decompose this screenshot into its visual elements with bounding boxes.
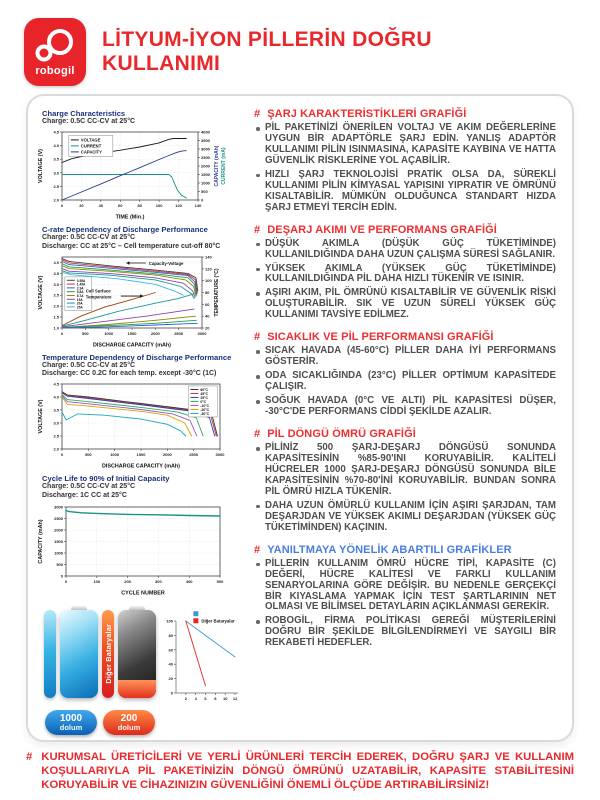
svg-text:2500: 2500 xyxy=(201,155,210,161)
svg-text:0°C: 0°C xyxy=(200,400,207,405)
section-charge-characteristics xyxy=(254,108,556,214)
footer-text: KURUMSAL ÜRETİCİLERİ VE YERLİ ÜRÜNLERİ TERCİH EDEREK, DOĞRU ŞARJ VE KULLANIM KOŞULLARIYLA PİL PAKETİNİZİN DÖNGÜ ÖMRÜNÜ UZATABİLİR, KAPASİTE STABİLİTESİNİ KORUYABİLİR VE CİHAZINIZIN GÜVENLİĞİNİ ÖNEMLİ ÖLÇÜDE ARTIRABİLİRSİNİZ! xyxy=(41,751,574,791)
svg-text:3.0: 3.0 xyxy=(53,281,59,287)
svg-text:2.5: 2.5 xyxy=(53,184,59,190)
svg-text:100: 100 xyxy=(166,618,173,624)
svg-text:1.5: 1.5 xyxy=(53,314,59,320)
bullet-list xyxy=(254,559,556,650)
svg-text:1.45A: 1.45A xyxy=(76,282,86,287)
svg-text:500: 500 xyxy=(56,561,63,567)
section-heading xyxy=(254,331,556,343)
chart-title: Charge Characteristics xyxy=(42,109,126,118)
bullet-item: DÜŞÜK AKIMLA (DÜŞÜK GÜÇ TÜKETİMİNDE) KULLANILDIĞINDA DAHA UZUN ÇALIŞMA SÜRESİ SAĞLANIR. xyxy=(254,239,556,261)
cycle-life-chart xyxy=(36,501,228,596)
svg-text:VOLTAGE (V): VOLTAGE (V) xyxy=(38,399,44,434)
battery-low-fill xyxy=(118,680,156,698)
svg-text:CAPACITY (mAh): CAPACITY (mAh) xyxy=(38,519,44,564)
svg-text:2.9A: 2.9A xyxy=(76,286,84,291)
logo-text: robogil xyxy=(35,65,75,77)
svg-text:0.58A: 0.58A xyxy=(76,278,86,283)
c-rate-discharge-block xyxy=(36,225,238,348)
svg-text:140: 140 xyxy=(194,203,202,209)
svg-text:12: 12 xyxy=(232,695,238,701)
svg-text:2.5: 2.5 xyxy=(53,292,59,298)
temperature-discharge-block xyxy=(36,353,238,470)
svg-text:40: 40 xyxy=(168,661,173,667)
chart-subtitle: Discharge: 1C CC at 25°C xyxy=(42,491,127,499)
other-batteries-label: Diğer Bataryalar xyxy=(103,623,113,684)
svg-text:4.5: 4.5 xyxy=(53,129,59,135)
svg-text:60: 60 xyxy=(205,301,210,307)
svg-text:-10°C: -10°C xyxy=(200,404,210,409)
svg-text:4.0: 4.0 xyxy=(53,394,59,400)
svg-text:CURRENT (mA): CURRENT (mA) xyxy=(221,147,227,185)
svg-text:500: 500 xyxy=(201,189,208,195)
svg-text:25A: 25A xyxy=(76,305,83,310)
svg-text:60: 60 xyxy=(168,647,173,653)
robogil-circles-icon xyxy=(33,28,77,64)
svg-text:40: 40 xyxy=(205,313,210,319)
svg-text:2500: 2500 xyxy=(54,515,63,521)
svg-text:10: 10 xyxy=(223,695,228,701)
svg-text:4.5: 4.5 xyxy=(53,381,59,387)
hash-mark: # xyxy=(254,223,261,236)
hash-mark: # xyxy=(254,108,261,120)
svg-text:Temperature: Temperature xyxy=(85,294,112,300)
svg-text:2000: 2000 xyxy=(201,163,210,169)
svg-text:2.5: 2.5 xyxy=(53,433,59,439)
content-card xyxy=(26,94,574,742)
svg-text:2500: 2500 xyxy=(174,330,184,336)
svg-text:200: 200 xyxy=(124,578,131,584)
svg-text:4: 4 xyxy=(194,695,197,701)
svg-text:4.0: 4.0 xyxy=(53,259,59,265)
battery-body-full xyxy=(60,610,98,698)
svg-text:40: 40 xyxy=(98,203,104,209)
svg-text:500: 500 xyxy=(81,330,89,336)
svg-text:3000: 3000 xyxy=(197,330,207,336)
chart-subtitle: Discharge: CC 0.2C for each temp. except -30°C (1C) xyxy=(42,370,217,377)
bullet-list xyxy=(254,346,556,418)
text-column xyxy=(246,104,562,732)
svg-text:0: 0 xyxy=(60,330,64,336)
svg-text:0: 0 xyxy=(60,573,63,579)
svg-text:1.0: 1.0 xyxy=(53,325,59,331)
svg-text:400: 400 xyxy=(185,578,193,584)
svg-text:4000: 4000 xyxy=(201,129,210,135)
chart-title: C-rate Dependency of Discharge Performance xyxy=(42,225,208,235)
svg-text:20: 20 xyxy=(168,675,173,681)
chart-subtitle: Charge: 0.5C CC-CV at 25°C xyxy=(42,118,136,125)
svg-text:CAPACITY: CAPACITY xyxy=(80,149,102,155)
svg-text:0: 0 xyxy=(201,197,204,203)
svg-text:120: 120 xyxy=(205,266,212,272)
hash-mark: # xyxy=(254,331,261,344)
svg-text:25°C: 25°C xyxy=(200,396,208,401)
bullet-item: HIZLI ŞARJ TEKNOLOJİSİ PRATİK OLSA DA, SÜREKLİ KULLANIMI PİLİN KİMYASAL YAPISINI YIPRATIR VE ÖMRÜNÜ KISALTABİLİR. MÜMKÜN OLDUĞUNCA STANDART HIZDA ŞARJ ETMEYİ TERCİH EDİN. xyxy=(254,170,556,214)
svg-text:VOLTAGE (V): VOLTAGE (V) xyxy=(38,275,44,310)
section-heading xyxy=(254,428,556,440)
footer-note xyxy=(26,750,574,792)
svg-text:0: 0 xyxy=(60,452,64,458)
svg-text:Capacity-Voltage: Capacity-Voltage xyxy=(148,260,184,266)
svg-text:DISCHARGE CAPACITY (mAh): DISCHARGE CAPACITY (mAh) xyxy=(102,463,180,470)
svg-text:3.5: 3.5 xyxy=(53,156,59,162)
battery-cycle-labels xyxy=(44,710,156,735)
charge-characteristics-block xyxy=(36,109,238,220)
other-cycles-badge xyxy=(103,710,155,735)
svg-text:120: 120 xyxy=(175,203,182,209)
bullet-item: ROBOGİL, FİRMA POLİTİKASI GEREĞİ MÜŞTERİLERİNİ DOĞRU BİR ŞEKİLDE BİLGİLENDİRMEYİ VE SAYGILI BİR REKABETİ HEDEFLER. xyxy=(254,616,556,649)
bullet-item: PİLLERİN KULLANIM ÖMRÜ HÜCRE TİPİ, KAPASİTE (C) DEĞERİ, HÜCRE KALİTESİ VE FARKLI KULLANIM SENARYOLARINA GÖRE DEĞİŞİR. BU NEDENLE GERÇEKÇİ BİR KIYASLAMA YAPMAK İÇİN TEST ŞARTLARININ NET OLMASI VE BİLİMSEL DETAYLARIN AÇIKLANMASI GEREKİR. xyxy=(254,559,556,614)
section-heading xyxy=(254,544,556,556)
svg-text:1500: 1500 xyxy=(201,172,210,178)
svg-text:100: 100 xyxy=(155,203,163,209)
battery-comparison-block xyxy=(36,604,238,735)
cycles-value: 1000 xyxy=(59,712,83,724)
section-title: PİL DÖNGÜ ÖMRÜ GRAFİĞİ xyxy=(267,428,416,441)
cycles-unit: dolum xyxy=(59,722,83,732)
svg-text:2500: 2500 xyxy=(189,452,199,458)
svg-text:Cell Surface: Cell Surface xyxy=(85,288,111,294)
bullet-item: SICAK HAVADA (45-60°C) PİLLER DAHA İYİ PERFORMANS GÖSTERİR. xyxy=(254,346,556,368)
svg-text:45°C: 45°C xyxy=(200,392,208,397)
other-batteries-pill xyxy=(102,610,114,698)
hash-mark: # xyxy=(254,428,261,441)
bullet-item: YÜKSEK AKIMLA (YÜKSEK GÜÇ TÜKETİMİNDE) KULLANILDIĞINDA PİL DAHA HIZLI TÜKENİR VE ISINIR. xyxy=(254,264,556,286)
svg-text:140: 140 xyxy=(205,254,212,260)
cycle-life-block xyxy=(36,474,238,596)
bullet-list xyxy=(254,443,556,534)
svg-text:CAPACITY (mAh): CAPACITY (mAh) xyxy=(214,145,220,187)
robogil-battery-illustration xyxy=(60,610,98,698)
hash-mark: # xyxy=(254,543,261,556)
chart-title: Cycle Life to 90% of Initial Capacity xyxy=(42,474,170,484)
svg-text:2.0: 2.0 xyxy=(53,446,59,452)
section-heading xyxy=(254,108,556,120)
robogil-logo xyxy=(24,18,86,86)
svg-text:CURRENT: CURRENT xyxy=(80,143,102,149)
robogil-cycles-badge xyxy=(45,710,97,735)
section-title: DEŞARJ AKIMI VE PERFORMANS GRAFİĞİ xyxy=(267,223,497,236)
svg-text:80: 80 xyxy=(168,632,173,638)
page-title xyxy=(102,28,432,75)
section-title: ŞARJ KARAKTERİSTİKLERİ GRAFİĞİ xyxy=(267,108,467,120)
svg-text:100: 100 xyxy=(205,277,212,283)
section-discharge-current xyxy=(254,224,556,322)
hash-mark: # xyxy=(26,751,33,763)
svg-text:1000: 1000 xyxy=(104,330,114,336)
svg-text:8: 8 xyxy=(214,695,217,701)
chart-subtitle: Discharge: CC at 25°C – Cell temperature cut-off 80°C xyxy=(42,242,221,250)
svg-text:3.0: 3.0 xyxy=(53,420,59,426)
svg-text:80: 80 xyxy=(137,203,142,209)
svg-text:4.0: 4.0 xyxy=(53,143,59,149)
svg-text:1000: 1000 xyxy=(54,550,63,556)
page-title-line2: KULLANIMI xyxy=(102,52,221,75)
bullet-item: PİL PAKETİNİZİ ÖNERİLEN VOLTAJ VE AKIM DEĞERLERİNE UYGUN BİR ADAPTÖRLE ŞARJ EDİN. YANLIŞ ADAPTÖR KULLANIMI PİLİN ISINMASINA, KAPASİTE KAYBINA VE HATTA GÜVENLİK RİSKLERİNE YOL AÇABİLİR. xyxy=(254,123,556,167)
svg-text:100: 100 xyxy=(93,578,101,584)
svg-text:500: 500 xyxy=(216,578,224,584)
svg-text:20: 20 xyxy=(79,203,84,209)
temperature-discharge-chart xyxy=(36,379,228,469)
svg-text:CYCLE NUMBER: CYCLE NUMBER xyxy=(121,590,165,596)
svg-text:2000: 2000 xyxy=(150,330,160,336)
svg-text:15A: 15A xyxy=(76,297,83,302)
svg-text:Diğer Bataryalar: Diğer Bataryalar xyxy=(201,618,235,624)
svg-text:3000: 3000 xyxy=(215,452,225,458)
svg-text:VOLTAGE: VOLTAGE xyxy=(80,137,101,143)
svg-text:-20°C: -20°C xyxy=(200,408,210,413)
bullet-item: AŞIRI AKIM, PİL ÖMRÜNÜ KISALTABİLİR VE GÜVENLİK RİSKİ OLUŞTURABİLİR. SIK VE UZUN SÜRELİ YÜKSEK GÜÇ KULLANIMI TAVSİYE EDİLMEZ. xyxy=(254,288,556,321)
svg-text:2: 2 xyxy=(184,695,187,701)
robogil-battery-pill xyxy=(44,610,56,698)
bullet-list xyxy=(254,239,556,322)
section-temperature-performance xyxy=(254,331,556,418)
svg-text:500: 500 xyxy=(84,452,92,458)
svg-text:1500: 1500 xyxy=(54,538,63,544)
svg-text:20: 20 xyxy=(205,325,210,331)
bullet-item: PİLİNİZ 500 ŞARJ-DEŞARJ DÖNGÜSÜ SONUNDA KAPASİTESİNİN %85-90'INI KORUYABİLİR. KALİTELİ HÜCRELER 1000 ŞARJ-DEŞARJ DÖNGÜSÜ SONUNDA BİLE KAPASİTESİNİN %70-80'İNİ KORUYABİLİR. BUNDAN SONRA PİL ÖMRÜ HIZLA TÜKENİR. xyxy=(254,443,556,498)
other-battery-illustration xyxy=(118,610,156,698)
svg-text:-30°C: -30°C xyxy=(200,412,210,417)
svg-text:60°C: 60°C xyxy=(200,388,208,393)
bullet-list xyxy=(254,123,556,214)
svg-text:0: 0 xyxy=(64,578,68,584)
svg-text:2.0: 2.0 xyxy=(53,197,59,203)
svg-text:2000: 2000 xyxy=(54,527,63,533)
section-title: SICAKLIK VE PİL PERFORMANSI GRAFİĞİ xyxy=(267,331,494,344)
battery-illustrations xyxy=(44,604,156,735)
chart-subtitle: Charge: 0.5C CC-CV at 25°C xyxy=(42,483,136,491)
svg-text:3500: 3500 xyxy=(201,138,210,144)
svg-text:3000: 3000 xyxy=(54,504,63,510)
svg-text:0: 0 xyxy=(170,690,173,696)
svg-text:6: 6 xyxy=(204,695,207,701)
svg-text:5.8A: 5.8A xyxy=(76,289,84,294)
svg-text:3.0: 3.0 xyxy=(53,170,59,176)
svg-text:1000: 1000 xyxy=(201,180,210,186)
bullet-item: ODA SICAKLIĞINDA (23°C) PİLLER OPTİMUM KAPASİTEDE ÇALIŞIR. xyxy=(254,371,556,393)
bullet-item: SOĞUK HAVADA (0°C VE ALTI) PİL KAPASİTESİ DÜŞER, -30°C'DE PERFORMANS CİDDİ ŞEKİLDE AZALIR. xyxy=(254,396,556,418)
svg-text:1000: 1000 xyxy=(110,452,120,458)
svg-text:80: 80 xyxy=(205,289,210,295)
c-rate-discharge-chart xyxy=(36,252,228,348)
header xyxy=(0,0,600,94)
svg-text:1500: 1500 xyxy=(127,330,137,336)
svg-text:TEMPERATURE (°C): TEMPERATURE (°C) xyxy=(214,268,220,317)
charts-column xyxy=(36,104,238,732)
svg-text:20A: 20A xyxy=(76,301,83,306)
charge-characteristics-chart xyxy=(36,127,228,220)
cycles-unit: dolum xyxy=(117,722,141,732)
svg-text:0: 0 xyxy=(60,203,64,209)
svg-text:3000: 3000 xyxy=(201,146,210,152)
chart-subtitle: Charge: 0.5C CC-CV at 25°C xyxy=(42,234,136,242)
svg-text:60: 60 xyxy=(118,203,123,209)
section-cycle-life xyxy=(254,428,556,534)
svg-text:3.5: 3.5 xyxy=(53,407,59,413)
battery-row xyxy=(44,610,156,698)
svg-text:3.5: 3.5 xyxy=(53,270,59,276)
svg-text:VOLTAGE (V): VOLTAGE (V) xyxy=(38,149,44,184)
svg-text:2.0: 2.0 xyxy=(53,303,59,309)
svg-text:DISCHARGE CAPACITY (mAh): DISCHARGE CAPACITY (mAh) xyxy=(93,342,171,348)
section-heading xyxy=(254,224,556,236)
svg-text:TIME (Min.): TIME (Min.) xyxy=(115,214,145,221)
section-title: YANILTMAYA YÖNELİK ABARTILI GRAFİKLER xyxy=(267,543,512,556)
svg-text:300: 300 xyxy=(155,578,162,584)
section-misleading-graphs xyxy=(254,544,556,650)
battery-body-empty xyxy=(118,610,156,698)
page-title-line1: LİTYUM-İYON PİLLERİN DOĞRU xyxy=(102,28,432,52)
cycles-value: 200 xyxy=(120,712,138,724)
svg-text:1500: 1500 xyxy=(136,452,146,458)
bullet-item: DAHA UZUN ÖMÜRLÜ KULLANIM İÇİN AŞIRI ŞARJDAN, TAM DEŞARJDAN VE YÜKSEK AKIMLI DEŞARJDAN (YÜKSEK GÜÇ TÜKETİMİNDEN) KAÇININ. xyxy=(254,501,556,534)
svg-text:8.7A: 8.7A xyxy=(76,293,84,298)
chart-title: Temperature Dependency of Discharge Performance xyxy=(42,352,232,362)
chart-subtitle: Charge: 0.5C CC-CV at 25°C xyxy=(42,361,136,369)
cycle-comparison-mini-chart xyxy=(162,605,238,705)
svg-text:2000: 2000 xyxy=(162,452,172,458)
